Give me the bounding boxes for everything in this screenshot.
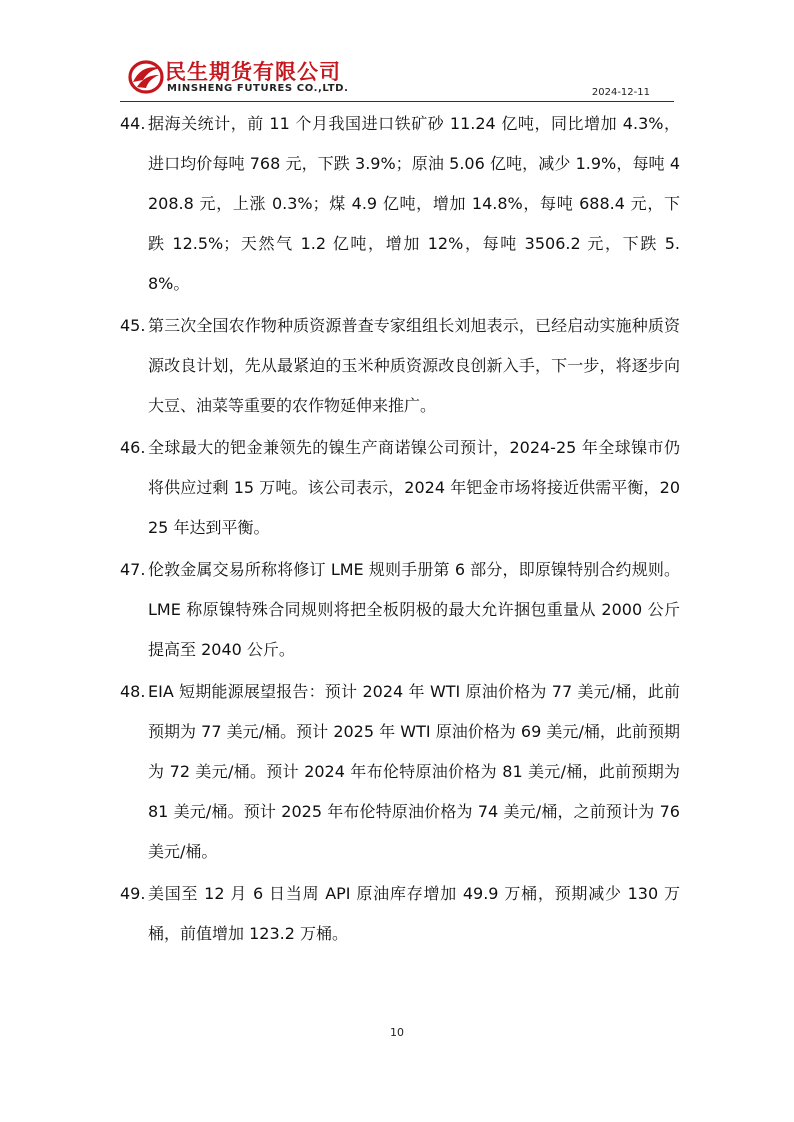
news-item	[120, 306, 680, 426]
page-header	[120, 52, 674, 102]
item-number: 44.	[120, 114, 146, 133]
news-item	[120, 874, 680, 954]
item-number: 45.	[120, 316, 146, 335]
news-list	[120, 104, 680, 956]
page-number: 10	[390, 1026, 404, 1039]
item-number: 46.	[120, 438, 146, 457]
header-divider	[120, 101, 674, 102]
item-number: 47.	[120, 560, 146, 579]
news-item	[120, 550, 680, 670]
item-text: 据海关统计，前 11 个月我国进口铁矿砂 11.24 亿吨，同比增加 4.3%，进口均价每吨 768 元，下跌 3.9%；原油 5.06 亿吨，减少 1.9%，每吨 4208.8 元，上涨 0.3%；煤 4.9 亿吨，增加 14.8%，每吨 688.4 元，下跌 12.5%；天然气 1.2 亿吨，增加 12%，每吨 3506.2 元，下跌 5.8%。	[148, 114, 680, 293]
brand-name-cn: 民生期货有限公司	[165, 60, 341, 84]
news-item	[120, 672, 680, 872]
news-item	[120, 104, 680, 304]
brand-name-en: MINSHENG FUTURES CO.,LTD.	[167, 83, 349, 94]
minsheng-logo-icon	[128, 59, 164, 95]
news-item	[120, 428, 680, 548]
item-text: EIA 短期能源展望报告：预计 2024 年 WTI 原油价格为 77 美元/桶，此前预期为 77 美元/桶。预计 2025 年 WTI 原油价格为 69 美元/桶，此前预期为 72 美元/桶。预计 2024 年布伦特原油价格为 81 美元/桶，此前预期为 81 美元/桶。预计 2025 年布伦特原油价格为 74 美元/桶，之前预计为 76 美元/桶。	[148, 682, 680, 861]
item-text: 伦敦金属交易所称将修订 LME 规则手册第 6 部分，即原镍特别合约规则。LME 称原镍特殊合同规则将把全板阴极的最大允许捆包重量从 2000 公斤提高至 2040 公斤。	[148, 560, 680, 659]
item-text: 全球最大的钯金兼领先的镍生产商诺镍公司预计，2024-25 年全球镍市仍将供应过剩 15 万吨。该公司表示，2024 年钯金市场将接近供需平衡，2025 年达到平衡。	[148, 438, 680, 537]
report-date: 2024-12-11	[591, 87, 650, 98]
item-number: 49.	[120, 884, 146, 903]
item-text: 第三次全国农作物种质资源普查专家组组长刘旭表示，已经启动实施种质资源改良计划，先从最紧迫的玉米种质资源改良创新入手，下一步，将逐步向大豆、油菜等重要的农作物延伸来推广。	[148, 316, 680, 415]
item-text: 美国至 12 月 6 日当周 API 原油库存增加 49.9 万桶，预期减少 130 万桶，前值增加 123.2 万桶。	[148, 884, 680, 943]
item-number: 48.	[120, 682, 146, 701]
